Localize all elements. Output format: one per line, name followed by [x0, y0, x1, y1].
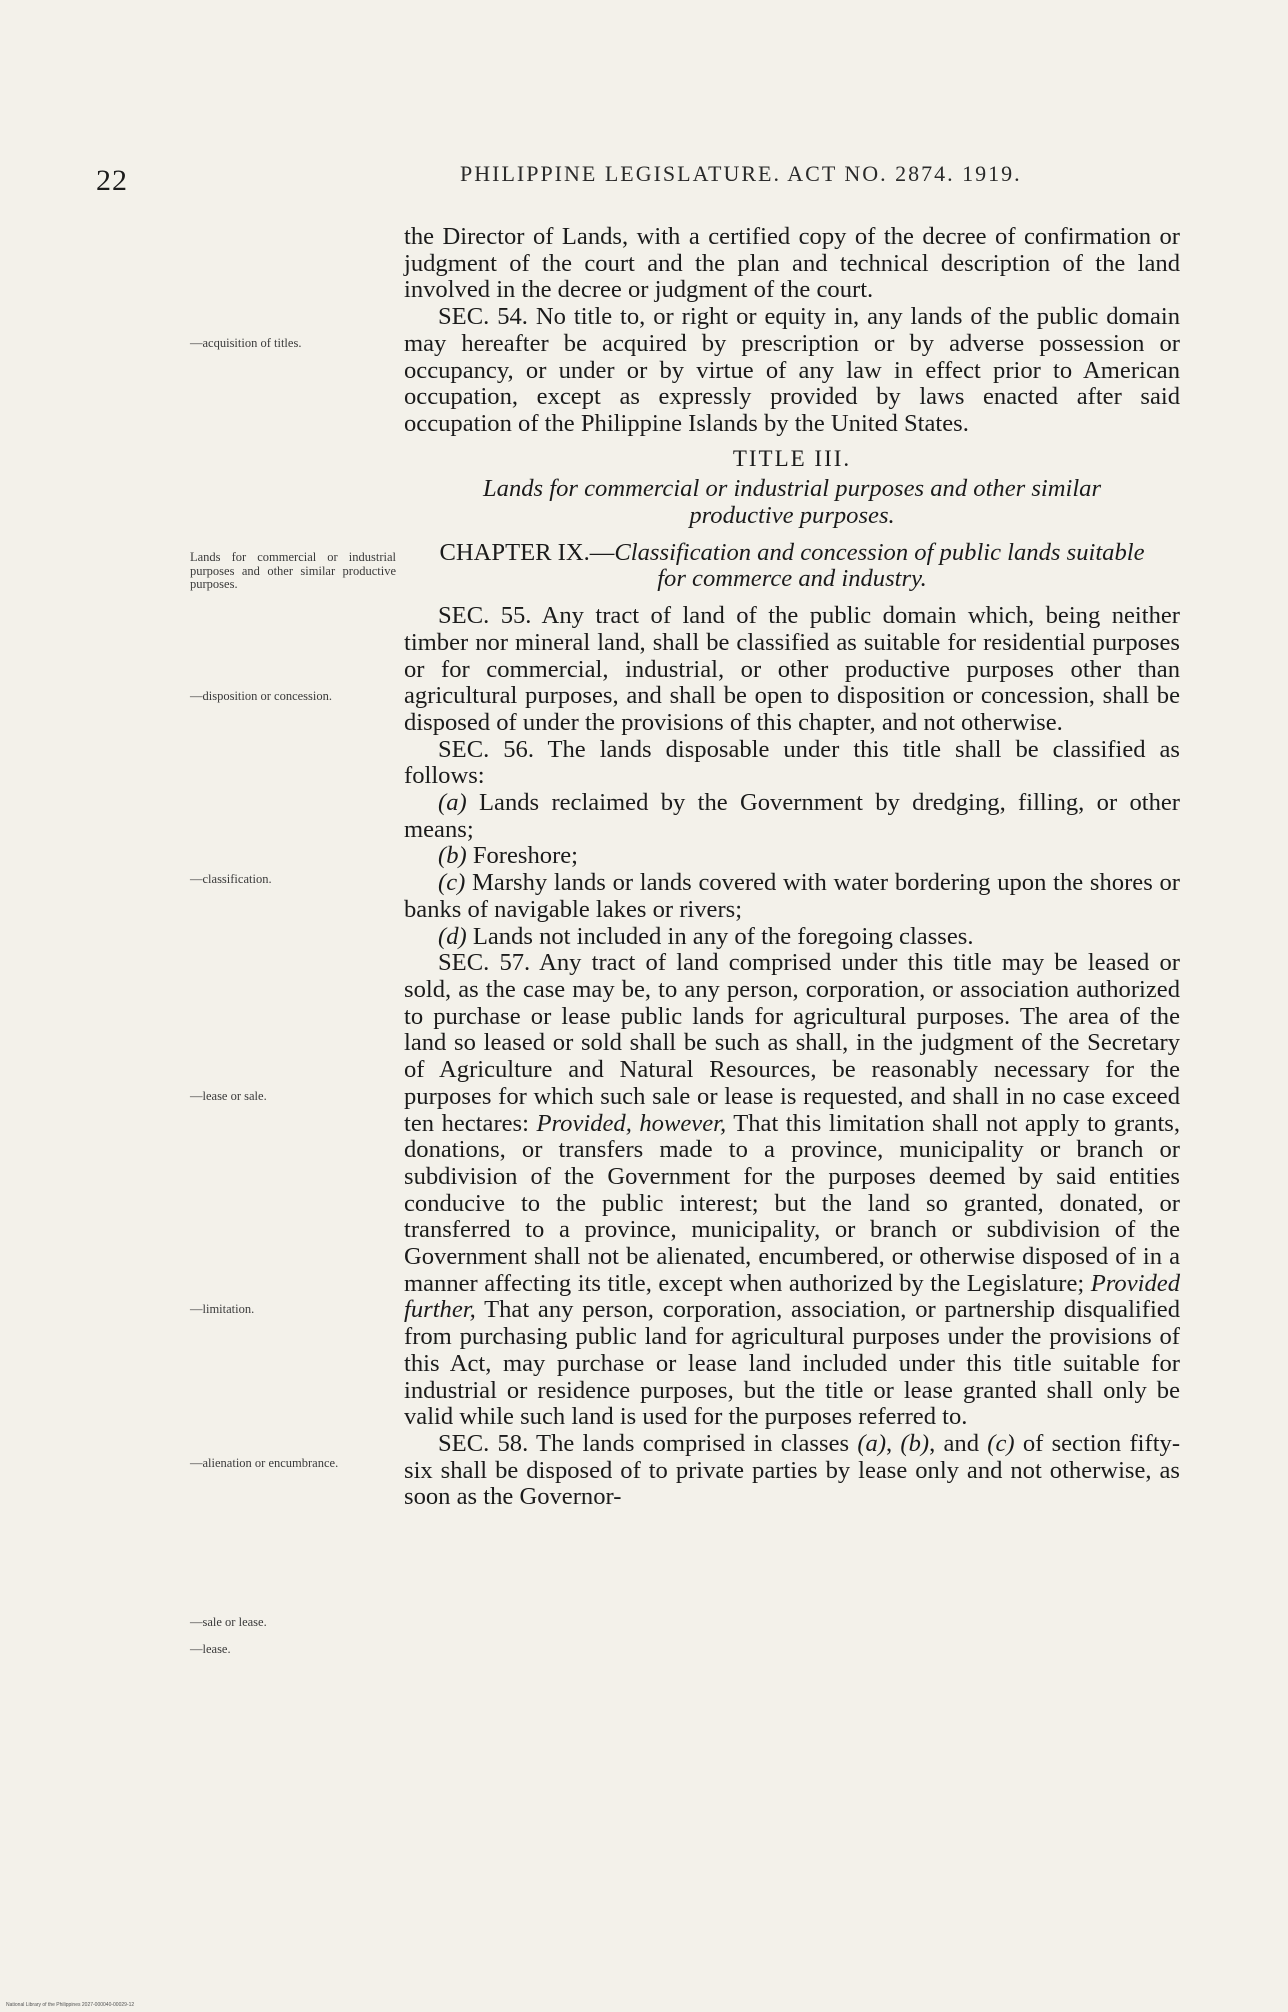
- chapter-label: CHAPTER IX.—: [439, 538, 615, 566]
- margin-note-acquisition: —acquisition of titles.: [190, 336, 302, 350]
- margin-note-classification: —classification.: [190, 872, 272, 886]
- body-text: [404, 224, 1180, 1511]
- list-item-d-text: Lands not included in any of the foregoing classes.: [466, 922, 974, 950]
- list-item-b-text: Foreshore;: [466, 842, 579, 870]
- margin-note-limitation: —limitation.: [190, 1302, 255, 1316]
- list-item-b: [404, 843, 1180, 870]
- section-58-part-2: ,: [886, 1429, 901, 1457]
- section-58-part-1: SEC. 58. The lands comprised in classes: [438, 1429, 858, 1457]
- section-57-proviso-1: Provided, however,: [536, 1109, 727, 1137]
- section-56: SEC. 56. The lands disposable under this title shall be classified as follows:: [404, 735, 1180, 790]
- list-item-a: [404, 790, 1180, 843]
- margin-note-lands-commercial: Lands for commercial or industrial purposes and other similar productive purposes.: [190, 550, 396, 591]
- margin-note-lease: —lease.: [190, 1642, 231, 1656]
- list-item-c: [404, 870, 1180, 923]
- section-57: [404, 950, 1180, 1431]
- section-55: SEC. 55. Any tract of land of the public domain which, being neither timber nor mineral land, shall be classified as suitable for residential purposes or for commercial, industrial, or other productive purposes other than agricultural purposes, and shall be open to disposition or concession, shall be disposed of under the provisions of this chapter, and not otherwise.: [404, 602, 1180, 736]
- section-58-class-b: (b): [900, 1429, 930, 1457]
- section-57-part-3: That any person, corporation, association, or partnership disqualified from purchasing public land for agricultural purposes under the provisions of this Act, may purchase or lease land included under this title suitable for industrial or residence purposes, but the title or lease granted shall only be valid while such land is used for the purposes referred to.: [404, 1296, 1180, 1431]
- margin-note-lease-or-sale: —lease or sale.: [190, 1089, 267, 1103]
- scan-footer: National Library of the Philippines 2027-000040-00029-12: [6, 2002, 135, 2008]
- section-54: SEC. 54. No title to, or right or equity in, any lands of the public domain may hereafter be acquired by prescription or by adverse possession or occupancy, or under or by virtue of any law in effect prior to American occupation, except as expressly provided by laws enacted after said occupation of the Philippine Islands by the United States.: [404, 303, 1180, 437]
- section-57-part-2: That this limitation shall not apply to grants, donations, or transfers made to a province, municipality or branch or subdivision of the Government for the purposes deemed by said entities conducive to the public interest; but the land so granted, donated, or transferred to a province, municipality, or branch or subdivision of the Government shall not be alienated, encumbered, or otherwise disposed of in a manner affecting its title, except when authorized by the Legislature;: [404, 1109, 1180, 1297]
- section-58-part-3: , and: [929, 1429, 988, 1457]
- chapter-heading: [404, 540, 1180, 593]
- section-57-proviso-2: Provided further,: [404, 1269, 1180, 1324]
- section-58-class-a: (a): [857, 1429, 887, 1457]
- list-item-a-text: Lands reclaimed by the Government by dredging, filling, or other means;: [404, 789, 1180, 843]
- list-item-c-text: Marshy lands or lands covered with water bordering upon the shores or banks of navigable lakes or rivers;: [404, 869, 1180, 923]
- paragraph-continuation: the Director of Lands, with a certified copy of the decree of confirmation or judgment of the court and the plan and technical description of the land involved in the decree or judgment of the court.: [404, 223, 1180, 304]
- page-number: 22: [96, 164, 128, 197]
- title-subheading: Lands for commercial or industrial purposes and other similar productive purposes.: [482, 475, 1102, 530]
- margin-note-alienation: —alienation or encumbrance.: [190, 1456, 339, 1470]
- list-item-d-label: (d): [438, 922, 467, 950]
- list-item-b-label: (b): [438, 842, 467, 870]
- title-heading: TITLE III.: [732, 445, 852, 471]
- section-58: [404, 1431, 1180, 1511]
- margin-note-sale-or-lease: —sale or lease.: [190, 1615, 267, 1629]
- running-head: PHILIPPINE LEGISLATURE. ACT NO. 2874. 1919.: [460, 161, 1022, 186]
- section-58-class-c: (c): [987, 1429, 1015, 1457]
- section-57-part-1: SEC. 57. Any tract of land comprised under this title may be leased or sold, as the case may be, to any person, corporation, or association authorized to purchase or lease public lands for agricultural purposes. The area of the land so leased or sold shall be such as shall, in the judgment of the Secretary of Agriculture and Natural Resources, be reasonably necessary for the purposes for which such sale or lease is requested, and shall in no case exceed ten hectares:: [404, 949, 1180, 1137]
- chapter-title: Classification and concession of public lands suitable for commerce and industry.: [614, 538, 1145, 593]
- list-item-c-label: (c): [438, 869, 466, 897]
- list-item-a-label: (a): [438, 789, 467, 817]
- margin-note-disposition: —disposition or concession.: [190, 689, 333, 703]
- list-item-d: [404, 924, 1180, 951]
- section-58-part-4: of section fifty-six shall be disposed of to private parties by lease only and not otherwise, as soon as the Governor-: [404, 1429, 1181, 1511]
